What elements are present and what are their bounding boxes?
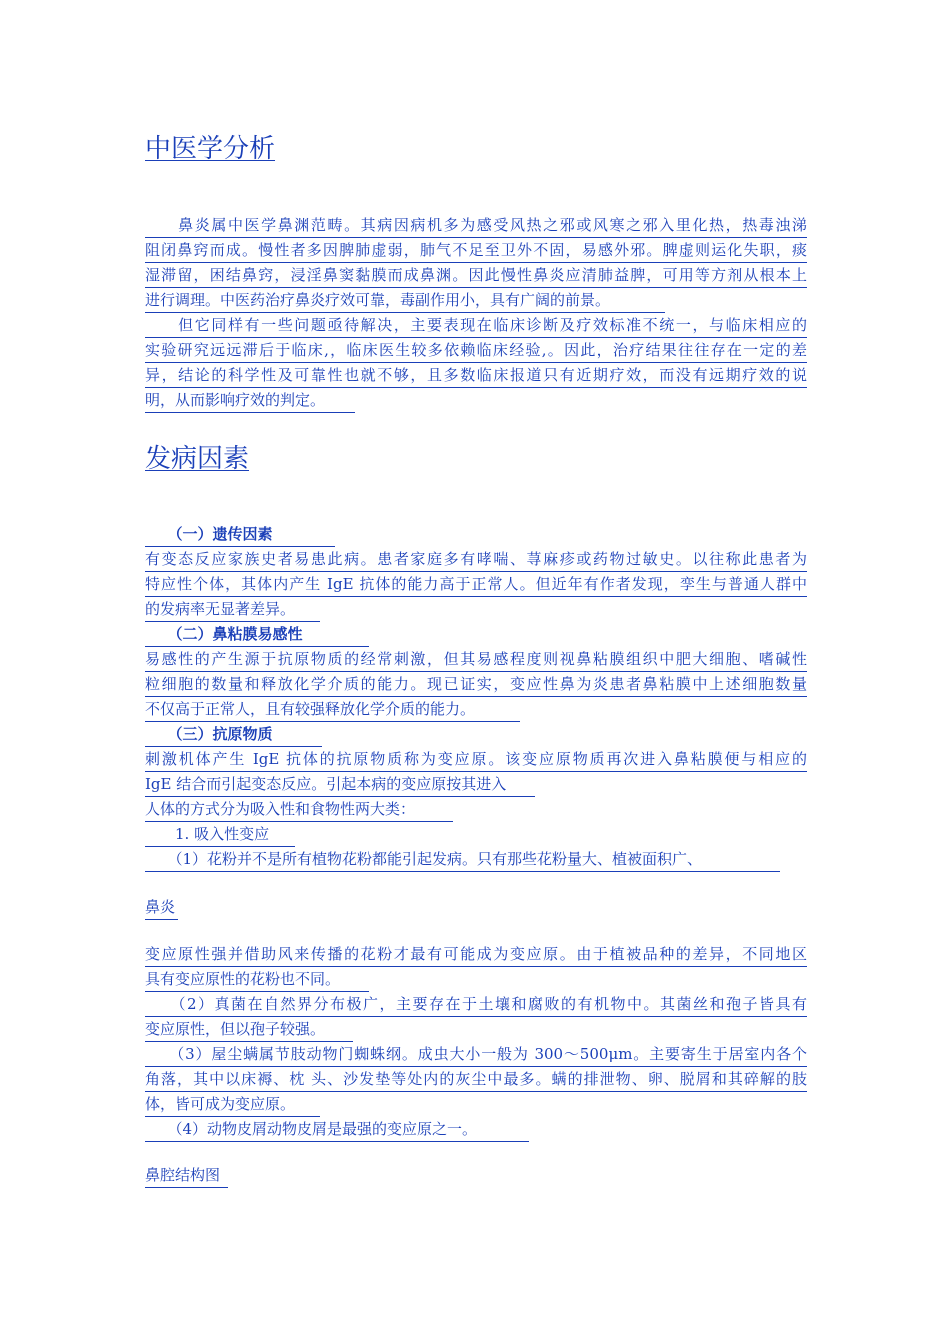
- subheading-genetic[interactable]: （一）遗传因素: [145, 522, 335, 547]
- paragraph-line[interactable]: 角落，其中以床褥、枕 头、沙发垫等处内的灰尘中最多。螨的排泄物、卵、脱屑和其碎解的肢: [145, 1067, 807, 1092]
- paragraph-line[interactable]: 实验研究远远滞后于临床,，临床医生较多依赖临床经验,。因此，治疗结果往往存在一定的差: [145, 338, 807, 363]
- paragraph-line[interactable]: （1）花粉并不是所有植物花粉都能引起发病。只有那些花粉量大、植被面积广、: [145, 847, 780, 872]
- paragraph-line[interactable]: 但它同样有一些问题亟待解决，主要表现在临床诊断及疗效标准不统一，与临床相应的: [145, 313, 807, 338]
- heading-tcm-analysis[interactable]: 中医学分析: [145, 134, 276, 164]
- paragraph-line[interactable]: 明，从而影响疗效的判定。: [145, 388, 355, 413]
- paragraph-line[interactable]: 粒细胞的数量和释放化学介质的能力。现已证实，变应性鼻为炎患者鼻粘膜中上述细胞数量: [145, 672, 807, 697]
- paragraph-line[interactable]: 刺激机体产生 IgE 抗体的抗原物质称为变应原。该变应原物质再次进入鼻粘膜便与相应的: [145, 747, 807, 772]
- paragraph-line[interactable]: 进行调理。中医药治疗鼻炎疗效可靠，毒副作用小，具有广阔的前景。: [145, 288, 665, 313]
- subheading-antigen[interactable]: （三）抗原物质: [145, 722, 322, 747]
- paragraph-line[interactable]: （2）真菌在自然界分布极广，主要存在于土壤和腐败的有机物中。其菌丝和孢子皆具有: [145, 992, 807, 1017]
- subheading-mucosa[interactable]: （二）鼻粘膜易感性: [145, 622, 369, 647]
- paragraph-line[interactable]: 易感性的产生源于抗原物质的经常刺激，但其易感程度则视鼻粘膜组织中肥大细胞、嗜碱性: [145, 647, 807, 672]
- paragraph-line[interactable]: 体，皆可成为变应原。: [145, 1092, 320, 1117]
- paragraph-line[interactable]: 有变态反应家族史者易患此病。患者家庭多有哮喘、荨麻疹或药物过敏史。以往称此患者为: [145, 547, 807, 572]
- paragraph-line[interactable]: 湿滞留，困结鼻窍，浸淫鼻窦黏膜而成鼻渊。因此慢性鼻炎应清肺益脾，可用等方剂从根本上: [145, 263, 807, 288]
- paragraph-line[interactable]: 变应原性强并借助风来传播的花粉才最有可能成为变应原。由于植被品种的差异，不同地区: [145, 942, 807, 967]
- paragraph-line[interactable]: 变应原性，但以孢子较强。: [145, 1017, 353, 1042]
- heading-causes[interactable]: 发病因素: [145, 444, 250, 474]
- paragraph-line[interactable]: 特应性个体，其体内产生 IgE 抗体的能力高于正常人。但近年有作者发现，孪生与普通人群中: [145, 572, 807, 597]
- paragraph-line[interactable]: 具有变应原性的花粉也不同。: [145, 967, 369, 992]
- paragraph-line[interactable]: 阻闭鼻窍而成。慢性者多因脾肺虚弱，肺气不足至卫外不固，易感外邪。脾虚则运化失职，痰: [145, 238, 807, 263]
- paragraph-line[interactable]: IgE 结合而引起变态反应。引起本病的变应原按其进入: [145, 772, 535, 797]
- paragraph-line[interactable]: 人体的方式分为吸入性和食物性两大类：: [145, 797, 453, 822]
- paragraph-line[interactable]: （4）动物皮屑动物皮屑是最强的变应原之一。: [145, 1117, 529, 1142]
- link-nasal-structure-diagram[interactable]: 鼻腔结构图: [145, 1163, 228, 1188]
- link-rhinitis[interactable]: 鼻炎: [145, 895, 178, 920]
- paragraph-line[interactable]: 鼻炎属中医学鼻渊范畴。其病因病机多为感受风热之邪或风寒之邪入里化热，热毒浊涕: [145, 213, 807, 238]
- paragraph-line[interactable]: 的发病率无显著差异。: [145, 597, 320, 622]
- subheading-inhaled[interactable]: 1. 吸入性变应: [145, 822, 295, 847]
- paragraph-line[interactable]: （3）屋尘螨属节肢动物门蜘蛛纲。成虫大小一般为 300～500μm。主要寄生于居室内各个: [145, 1042, 807, 1067]
- paragraph-line[interactable]: 不仅高于正常人，且有较强释放化学介质的能力。: [145, 697, 520, 722]
- paragraph-line[interactable]: 异，结论的科学性及可靠性也就不够，且多数临床报道只有近期疗效，而没有远期疗效的说: [145, 363, 807, 388]
